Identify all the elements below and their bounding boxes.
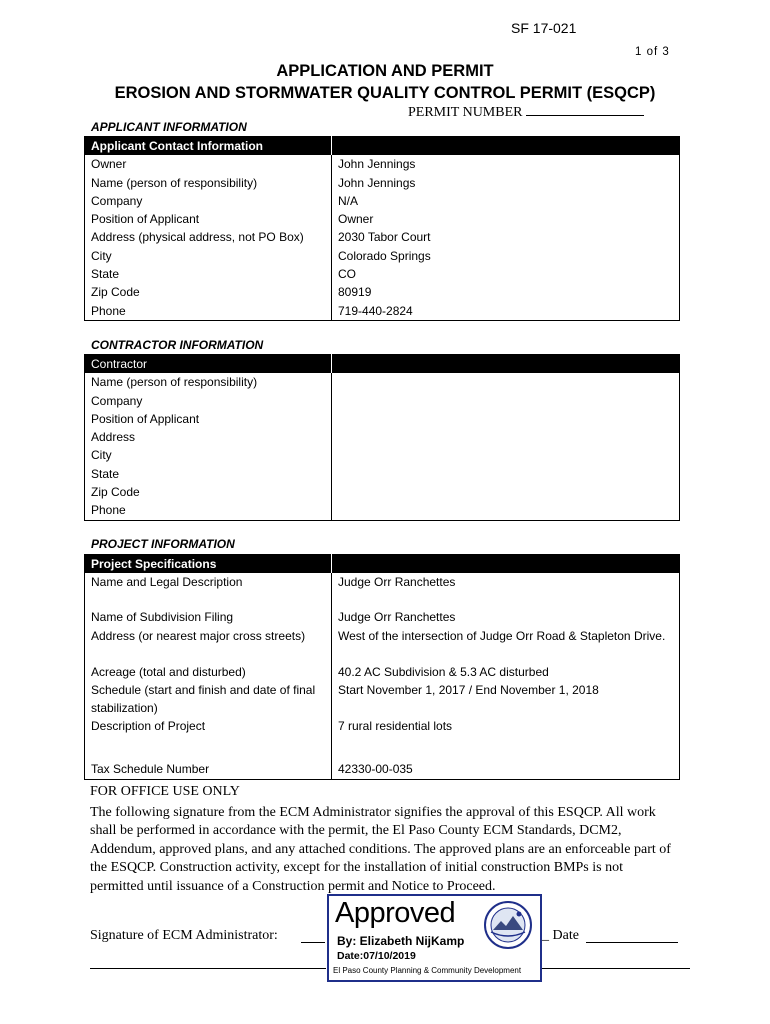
table-row <box>85 174 680 192</box>
permit-number <box>408 103 644 121</box>
table-row <box>85 717 680 760</box>
row-value[interactable]: West of the intersection of Judge Orr Road & Stapleton Drive. <box>338 628 666 643</box>
row-value[interactable]: 80919 <box>338 285 372 300</box>
table-row <box>85 392 680 410</box>
row-label: Position of Applicant <box>85 210 332 228</box>
row-label: City <box>85 446 332 464</box>
date-label: _ Date <box>542 928 579 943</box>
project-table <box>84 554 680 780</box>
contractor-header-label: Contractor <box>85 355 332 374</box>
row-label: Acreage (total and disturbed) <box>85 663 332 681</box>
signature-label: Signature of ECM Administrator: <box>90 928 278 943</box>
table-row <box>85 283 680 301</box>
contractor-section-title: CONTRACTOR INFORMATION <box>91 338 264 352</box>
project-header-label: Project Specifications <box>85 555 332 574</box>
stamp-approved-by: By: Elizabeth NijKamp <box>337 934 465 948</box>
row-value[interactable]: Start November 1, 2017 / End November 1, 2018 <box>338 682 599 697</box>
row-label: Company <box>85 192 332 210</box>
office-use-heading: FOR OFFICE USE ONLY <box>90 784 240 799</box>
applicant-table-header <box>85 137 680 156</box>
table-row <box>85 155 680 173</box>
row-value[interactable] <box>332 373 680 391</box>
row-value[interactable]: N/A <box>338 193 359 208</box>
contractor-table <box>84 354 680 521</box>
row-label: Name of Subdivision Filing <box>85 608 332 626</box>
table-row <box>85 760 680 779</box>
row-value[interactable]: 2030 Tabor Court <box>338 230 431 245</box>
row-value[interactable]: 42330-00-035 <box>338 762 413 777</box>
table-row <box>85 210 680 228</box>
row-label: State <box>85 265 332 283</box>
row-label: Tax Schedule Number <box>85 760 332 779</box>
permit-number-label: PERMIT NUMBER <box>408 105 523 120</box>
county-seal-icon <box>483 900 533 950</box>
row-value[interactable] <box>332 392 680 410</box>
table-row <box>85 247 680 265</box>
table-row <box>85 373 680 391</box>
project-section-title: PROJECT INFORMATION <box>91 537 235 551</box>
permit-number-field[interactable] <box>526 103 644 116</box>
table-row <box>85 627 680 663</box>
row-value[interactable]: John Jennings <box>338 157 416 172</box>
row-value[interactable]: Owner <box>338 212 374 227</box>
row-label: Name (person of responsibility) <box>85 174 332 192</box>
project-table-header <box>85 555 680 574</box>
table-row <box>85 663 680 681</box>
approval-stamp <box>327 894 542 982</box>
table-row <box>85 483 680 501</box>
table-row <box>85 192 680 210</box>
row-label: Company <box>85 392 332 410</box>
table-row <box>85 446 680 464</box>
table-row <box>85 228 680 246</box>
table-row <box>85 302 680 321</box>
row-label: Zip Code <box>85 283 332 301</box>
contractor-table-header <box>85 355 680 374</box>
applicant-table <box>84 136 680 321</box>
row-value[interactable]: 7 rural residential lots <box>338 719 453 734</box>
row-label: Phone <box>85 501 332 520</box>
stamp-department: El Paso County Planning & Community Development <box>333 966 522 975</box>
date-line[interactable] <box>586 942 678 943</box>
title-line-2: EROSION AND STORMWATER QUALITY CONTROL PERMIT (ESQCP) <box>114 84 656 102</box>
row-label: Address (physical address, not PO Box) <box>85 228 332 246</box>
row-value[interactable]: CO <box>338 267 356 282</box>
page-number: 1 of 3 <box>635 46 670 58</box>
row-value[interactable] <box>332 446 680 464</box>
stamp-approved-text: Approved <box>335 897 456 929</box>
row-value[interactable]: Judge Orr Ranchettes <box>338 610 456 625</box>
row-value[interactable]: 719-440-2824 <box>338 303 413 318</box>
row-label: Address (or nearest major cross streets) <box>85 627 332 663</box>
row-value[interactable] <box>332 483 680 501</box>
row-value[interactable] <box>332 410 680 428</box>
row-value[interactable]: Judge Orr Ranchettes <box>338 575 456 590</box>
row-value[interactable]: 40.2 AC Subdivision & 5.3 AC disturbed <box>338 664 549 679</box>
stamp-date: Date:07/10/2019 <box>337 950 416 962</box>
table-row <box>85 428 680 446</box>
office-use-body: The following signature from the ECM Administrator signifies the approval of this ESQCP. All work shall be performed in accordance with the permit, the El Paso County ECM Standards, DCM2, Addendum, approved plans, and any attached conditions. The approved plans are an enforceable part of the ESQCP. Construction activity, except for the installation of initial construction BMPs is not permitted until issuance of a Construction permit and Notice to Proceed. <box>90 805 671 894</box>
row-label: State <box>85 465 332 483</box>
table-row <box>85 501 680 520</box>
bottom-line-left <box>90 968 326 969</box>
row-label: Name and Legal Description <box>85 573 332 608</box>
applicant-header-label: Applicant Contact Information <box>85 137 332 156</box>
table-row <box>85 465 680 483</box>
row-label: Schedule (start and finish and date of final stabilization) <box>85 681 332 718</box>
table-row <box>85 265 680 283</box>
row-value[interactable]: Colorado Springs <box>338 248 431 263</box>
row-label: Zip Code <box>85 483 332 501</box>
row-value[interactable] <box>332 465 680 483</box>
row-label: Phone <box>85 302 332 321</box>
table-row <box>85 573 680 608</box>
row-value[interactable] <box>332 501 680 520</box>
table-row <box>85 608 680 626</box>
row-label: Position of Applicant <box>85 410 332 428</box>
row-label: Description of Project <box>85 717 332 760</box>
row-label: Name (person of responsibility) <box>85 373 332 391</box>
table-row <box>85 681 680 718</box>
table-row <box>85 410 680 428</box>
title-line-1: APPLICATION AND PERMIT <box>276 62 494 80</box>
applicant-section-title: APPLICANT INFORMATION <box>91 120 247 134</box>
signature-line[interactable] <box>301 942 325 943</box>
row-value[interactable]: John Jennings <box>338 175 416 190</box>
row-label: Owner <box>85 155 332 173</box>
row-value[interactable] <box>332 428 680 446</box>
bottom-line-right <box>540 968 690 969</box>
form-code: SF 17-021 <box>511 20 577 36</box>
row-label: City <box>85 247 332 265</box>
row-label: Address <box>85 428 332 446</box>
